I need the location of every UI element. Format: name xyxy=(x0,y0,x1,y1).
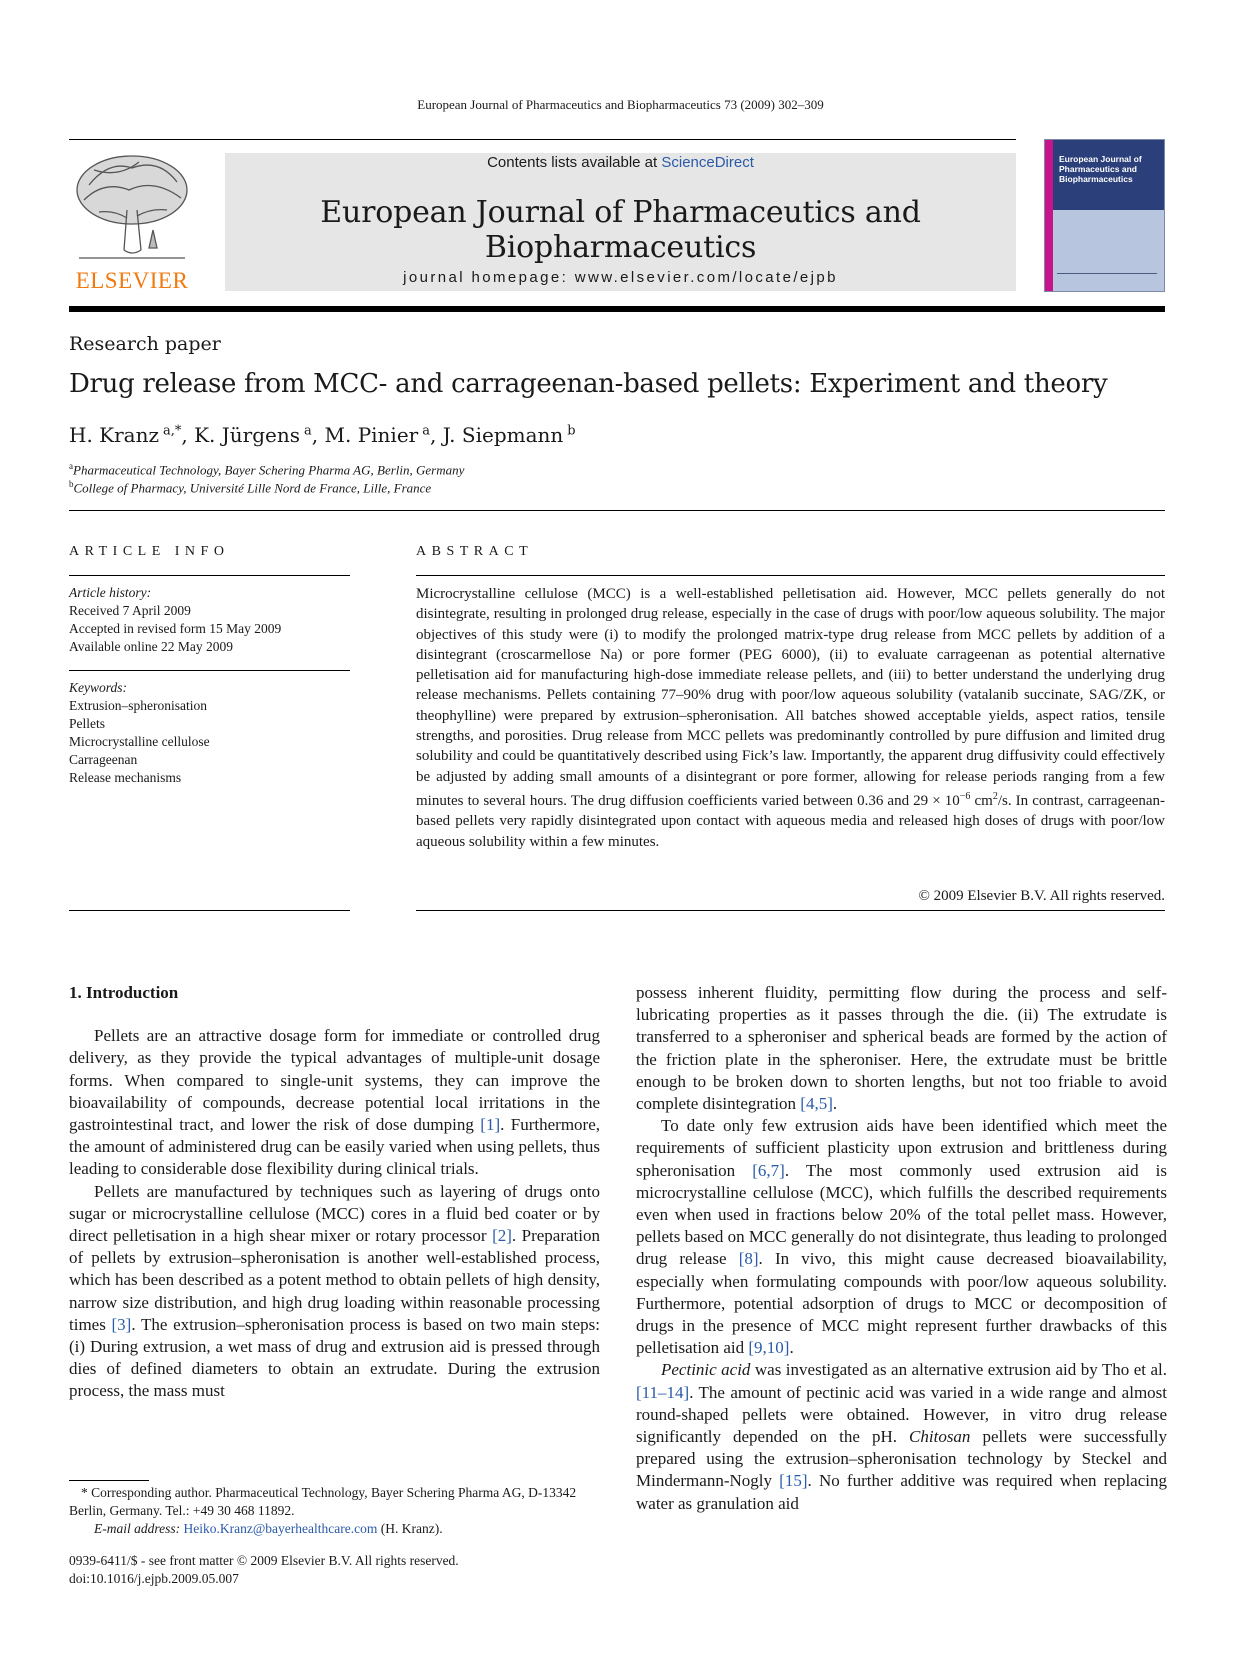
journal-cover-thumbnail[interactable] xyxy=(1044,139,1165,292)
abstract-text: cm xyxy=(970,792,993,809)
cover-title: European Journal of Pharmaceutics and Biopharmaceutics xyxy=(1059,154,1142,184)
body-text: was investigated as an alternative extrusion aid by Tho et al. xyxy=(750,1360,1167,1380)
body-text: Pellets are an attractive dosage form for immediate or controlled drug delivery, as they provide the typical advantages of multiple-unit dosage forms. When compared to single-unit systems, they can improve the bioavailability of compounds, decrease potential local irritations in the gastrointestinal tract, and lower the risk of dose dumping xyxy=(69,1026,600,1135)
abstract-text: Microcrystalline cellulose (MCC) is a well-established pelletisation aid. However, MCC pellets generally do not disintegrate, resulting in prolonged drug release, especially in the case of drugs with poor/low aqueous solubility. The major objectives of this study were (i) to modify the prolonged matrix-type drug release from MCC pellets by addition of a disintegrant (croscarmellose Na) or pore former (PEG 6000), (ii) to evaluate carrageenan as potential alternative pelletisation aid for manufacturing high-dose immediate release pellets, and (iii) to better understand the underlying drug release mechanisms. Pellets containing 77–90% drug with poor/low aqueous solubility (vatalanib succinate, SAG/ZK, or theophylline) were prepared by extrusion–spheronisation. All batches showed acceptable yields, aspect ratios, tensile strengths, and porosities. Drug release from MCC pellets was predominantly controlled by pure diffusion and limited drug solubility and could be quantitatively described using Fick’s law. Importantly, the apparent drug diffusivity could effectively be adjusted by adding small amounts of a disintegrant or pore former, allowing for release periods ranging from a few minutes to several hours. The drug diffusion coefficients varied between 0.36 and 29 × 10 xyxy=(416,586,1165,809)
article-info-bottom-rule xyxy=(69,910,350,911)
author-name[interactable]: K. Jürgens xyxy=(194,423,301,447)
citation-link[interactable]: [15] xyxy=(779,1471,808,1491)
author-affiliation-marker[interactable]: a xyxy=(304,423,312,439)
affiliation xyxy=(69,479,431,496)
body-text: possess inherent fluidity, permitting flow during the process and self-lubricating properties as it passes through the die. (ii) The extrudate is transferred to a spheroniser and spherical beads are formed by the action of the friction plate in the spheroniser. Here, the extrudate must be brittle enough to be broken down to shorten lengths, but not too friable to avoid complete disintegration xyxy=(636,983,1167,1114)
article-title: Drug release from MCC- and carrageenan-based pellets: Experiment and theory xyxy=(69,369,1108,399)
author-affiliation-marker[interactable]: b xyxy=(567,423,576,439)
article-info-heading: ARTICLE INFO xyxy=(69,544,230,559)
history-label: Article history: xyxy=(69,585,152,600)
affiliation-marker: b xyxy=(69,479,74,489)
publisher-name: ELSEVIER xyxy=(75,268,189,293)
body-paragraph xyxy=(636,1359,1167,1514)
author-affiliation-marker[interactable]: a xyxy=(422,423,430,439)
body-text: . No further additive was required when replacing water as granulation aid xyxy=(636,1471,1167,1513)
email-note xyxy=(69,1520,600,1538)
corresponding-author-note xyxy=(69,1484,600,1520)
affiliation-marker: a xyxy=(69,461,73,471)
body-text: pellets were successfully prepared using the extrusion–spheronisation technology by Steckel and Mindermann-Nogly xyxy=(636,1427,1167,1491)
issn-line: 0939-6411/$ - see front matter © 2009 Elsevier B.V. All rights reserved. xyxy=(69,1553,459,1568)
doi-line[interactable]: doi:10.1016/j.ejpb.2009.05.007 xyxy=(69,1571,239,1586)
body-text: . xyxy=(789,1338,794,1358)
cover-footer xyxy=(1057,273,1157,283)
sciencedirect-link[interactable]: ScienceDirect xyxy=(661,154,754,171)
left-paragraphs xyxy=(69,1025,600,1402)
abstract-rule xyxy=(416,575,1165,576)
affiliation-text: College of Pharmacy, Université Lille Nord de France, Lille, France xyxy=(73,480,432,496)
abstract-exponent: −6 xyxy=(959,790,971,802)
history-revised: Accepted in revised form 15 May 2009 xyxy=(69,621,282,636)
abstract-copyright: © 2009 Elsevier B.V. All rights reserved. xyxy=(918,888,1165,904)
keywords-label: Keywords: xyxy=(69,680,127,695)
body-text: Pectinic acid xyxy=(661,1360,751,1380)
body-column-right xyxy=(636,982,1167,1515)
elsevier-logo[interactable] xyxy=(69,150,195,292)
affiliation-text: Pharmaceutical Technology, Bayer Schering Pharma AG, Berlin, Germany xyxy=(73,462,465,478)
footnote-rule xyxy=(69,1480,149,1481)
article-type: Research paper xyxy=(69,333,221,355)
abstract-text: /s. In contrast, carrageenan-based pellets very rapidly disintegrated upon contact with aqueous media and released high doses of drugs with poor/low aqueous solubility within a few minutes. xyxy=(416,792,1165,850)
keyword: Pellets xyxy=(69,716,105,731)
article-info-rule xyxy=(69,575,350,576)
footnote xyxy=(69,1484,600,1538)
issn-block xyxy=(69,1552,459,1588)
citation-link[interactable]: [3] xyxy=(111,1314,132,1334)
citation-link[interactable]: [2] xyxy=(492,1226,512,1246)
citation-link[interactable]: [1] xyxy=(480,1115,501,1135)
history-online: Available online 22 May 2009 xyxy=(69,639,233,654)
citation-link[interactable]: [4,5] xyxy=(800,1094,833,1114)
keyword: Release mechanisms xyxy=(69,770,182,785)
body-text: Pellets are manufactured by techniques such as layering of drugs onto sugar or microcrystalline cellulose (MCC) cores in a fluid bed coater or by direct pelletisation in a high shear mixer or rotary processor xyxy=(69,1181,600,1246)
body-column-left xyxy=(69,982,600,1403)
corresponding-text: Corresponding author. Pharmaceutical Technology, Bayer Schering Pharma AG, D-13342 Berlin, Germany. Tel.: +49 30 468 11892. xyxy=(69,1485,577,1518)
body-text: To date only few extrusion aids have been identified which meet the requirements of sufficient plasticity upon extrusion and brittleness during spheronisation xyxy=(636,1116,1167,1180)
email-suffix: (H. Kranz). xyxy=(377,1521,443,1536)
elsevier-tree-icon xyxy=(69,150,195,265)
body-text: . xyxy=(832,1094,838,1114)
body-text: . The amount of pectinic acid was varied in a wide range and almost round-shaped pellets were obtained. However, in vitro drug release significantly depended on the pH. xyxy=(636,1382,1167,1447)
section-heading: 1. Introduction xyxy=(69,983,179,1002)
email-link[interactable]: Heiko.Kranz@bayerhealthcare.com xyxy=(183,1521,378,1536)
history-received: Received 7 April 2009 xyxy=(69,603,191,618)
body-paragraph xyxy=(636,1115,1167,1359)
cover-accent-bar xyxy=(1045,140,1053,291)
section-divider xyxy=(69,510,1165,511)
author-affiliation-marker[interactable]: a,* xyxy=(163,423,182,439)
body-text: . The extrusion–spheronisation process is based on two main steps: (i) During extrusion, a wet mass of drug and extrusion aid is pressed through dies of defined diameters to obtain an extrudate. During the extrusion process, the mass must xyxy=(69,1314,600,1401)
journal-title: European Journal of Pharmaceutics and Biopharmaceutics xyxy=(320,195,921,265)
journal-banner xyxy=(225,153,1016,291)
keyword: Microcrystalline cellulose xyxy=(69,734,210,749)
body-text: Chitosan xyxy=(909,1427,971,1447)
article-info-rule xyxy=(69,670,350,671)
journal-homepage-link[interactable]: journal homepage: www.elsevier.com/locate/ejpb xyxy=(403,269,838,286)
body-text: . In vivo, this might cause decreased bioavailability, especially when formulating compounds with poor/low aqueous solubility. Furthermore, potential adsorption of drugs to MCC or decomposition of drugs in the presence of MCC might represent further drawbacks of this pelletisation aid xyxy=(636,1249,1167,1358)
contents-line xyxy=(225,153,1016,171)
citation-link[interactable]: [6,7] xyxy=(752,1160,785,1180)
abstract-bottom-rule xyxy=(416,910,1165,911)
header-thick-rule xyxy=(69,306,1165,312)
header-top-rule xyxy=(69,139,1016,140)
keyword: Extrusion–spheronisation xyxy=(69,698,207,713)
keywords xyxy=(69,679,350,787)
body-text: . Furthermore, the amount of administered drug can be easily varied when using pellets, thus leading to considerable dose flexibility during clinical trials. xyxy=(69,1115,600,1179)
body-text: . The most commonly used extrusion aid is microcrystalline cellulose (MCC), which fulfills the described requirements even when used in fractions below 20% of the total pellet mass. However, pellets based on MCC generally do not disintegrate, thus leading to prolonged drug release xyxy=(636,1160,1168,1269)
abstract-body xyxy=(416,584,1165,852)
body-paragraph xyxy=(69,1181,600,1403)
author-name[interactable]: M. Pinier xyxy=(324,423,419,447)
footnote-marker: * xyxy=(81,1485,88,1500)
body-paragraph xyxy=(69,1025,600,1180)
article-history xyxy=(69,584,350,656)
abstract-heading: ABSTRACT xyxy=(416,544,534,559)
citation-link[interactable]: [9,10] xyxy=(748,1338,790,1358)
author-list: H. Kranz $^{a,*}$, K. Jürgens $^a$, M. Pinier $^a$, J. Siepmann $^b$ xyxy=(69,423,576,447)
journal-reference: European Journal of Pharmaceutics and Biopharmaceutics 73 (2009) 302–309 xyxy=(417,97,824,112)
right-paragraphs xyxy=(636,982,1167,1515)
author-name[interactable]: J. Siepmann xyxy=(442,423,564,447)
author-name[interactable]: H. Kranz xyxy=(69,423,159,447)
body-paragraph xyxy=(636,982,1167,1115)
email-label: E-mail address: xyxy=(94,1521,184,1536)
citation-link[interactable]: [11–14] xyxy=(636,1382,690,1402)
body-text: . Preparation of pellets by extrusion–spheronisation is another well-established process, which has been described as a potent method to obtain pellets of high density, narrow size distribution, and high drug loading within reasonable processing times xyxy=(69,1226,601,1334)
citation-link[interactable]: [8] xyxy=(738,1249,759,1269)
contents-prefix: Contents lists available at xyxy=(487,154,662,171)
affiliation xyxy=(69,461,464,478)
keyword: Carrageenan xyxy=(69,752,138,767)
abstract-exponent: 2 xyxy=(992,790,998,802)
